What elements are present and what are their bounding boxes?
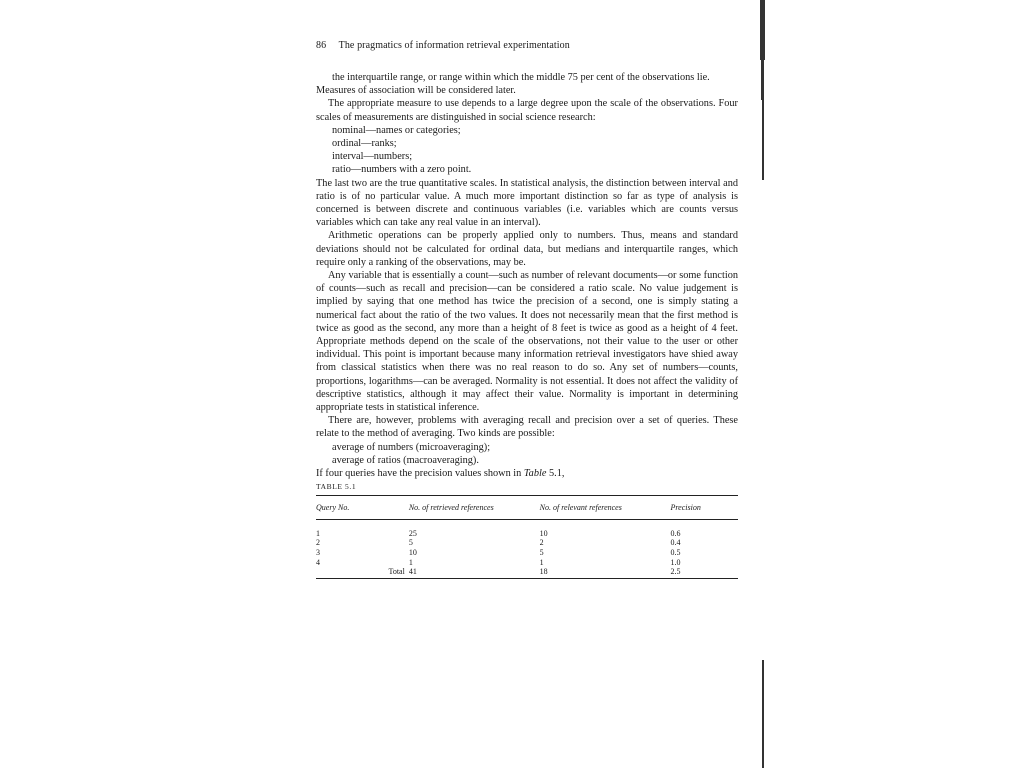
table-total-row [316, 567, 738, 578]
cell-relevant: 5 [539, 548, 544, 558]
paragraph-interquartile: the interquartile range, or range within which the middle 75 per cent of the observations lie. [332, 72, 710, 83]
cell-retrieved: 25 [408, 528, 417, 538]
column-header-relevant: No. of relevant references [540, 496, 671, 520]
paragraph-ratio-scale: Any variable that is essentially a count—such as number of relevant documents—or some function of counts—such as recall and precision—can be considered a ratio scale. No value judgement is implied by saying that one method has twice the precision of a second, one is simply stating a numerical fact about the ratio of the two values. It does not necessarily mean that the first method is twice as good as the second, any more than a height of 8 feet is twice as good as a height of 4 feet. Appropriate methods depend on the scale of the observations, not their value to the user or other individual. This point is important because many information retrieval investigators have shied away from classical statistics when there was no real reason to do so. Any set of numbers—counts, proportions, logarithms—can be averaged. Normality is not essential. It does not affect the validity of descriptive statistics, although it may affect their value. Normality is important in determining appropriate tests in statistical inference. [316, 270, 738, 414]
total-retrieved: 41 [409, 567, 540, 578]
cell-precision: 0.5 [670, 548, 681, 558]
list-item: ratio—numbers with a zero point. [332, 164, 472, 176]
table-reference: Table [523, 468, 547, 480]
page-number: 86 [316, 40, 327, 51]
cell-precision: 0.4 [670, 538, 681, 548]
total-precision: 2.5 [670, 567, 738, 578]
list-item: average of ratios (macroaveraging). [332, 454, 479, 466]
column-header-precision: Precision [670, 496, 738, 520]
paragraph-quantitative: The last two are the true quantitative scales. In statistical analysis, the distinction between interval and ratio is of no particular value. A much more important distinction so far as type of analysis is concerned is between discrete and continuous variables (i.e. variables which are counts versus variables which can take any real value in an interval). [316, 177, 738, 229]
cell-query: 1 [316, 528, 320, 538]
table-header-row [316, 496, 738, 520]
total-label: Total [316, 567, 409, 578]
cell-precision: 1.0 [670, 557, 681, 567]
running-header [316, 40, 738, 51]
table-row [316, 538, 738, 548]
total-relevant: 18 [540, 567, 671, 578]
paragraph-averaging-problems: There are, however, problems with averaging recall and precision over a set of queries. These relate to the method of averaging. Two kinds are possible: [316, 415, 738, 440]
list-item: interval—numbers; [332, 151, 413, 163]
precision-table [316, 495, 738, 579]
running-title: The pragmatics of information retrieval experimentation [338, 40, 570, 51]
paragraph-association: Measures of association will be considered later. [316, 85, 516, 97]
paragraph-four-queries: If four queries have the precision values shown in Table 5.1, [316, 468, 565, 480]
cell-query: 3 [316, 548, 320, 558]
body-text [316, 71, 738, 480]
table-row [316, 558, 738, 568]
table-row [316, 519, 738, 538]
scales-list [316, 124, 738, 177]
cell-relevant: 10 [539, 528, 548, 538]
averaging-list [316, 441, 738, 467]
cell-relevant: 2 [539, 538, 544, 548]
table-row [316, 548, 738, 558]
book-page [316, 40, 738, 579]
cell-retrieved: 1 [408, 557, 413, 567]
table-caption: TABLE 5.1 [316, 482, 357, 492]
column-header-query: Query No. [316, 496, 409, 520]
cell-precision: 0.6 [670, 528, 681, 538]
cell-retrieved: 5 [408, 538, 413, 548]
cell-relevant: 1 [539, 557, 544, 567]
scan-edge-mark [760, 0, 766, 768]
list-item: ordinal—ranks; [332, 138, 397, 150]
cell-query: 4 [316, 557, 320, 567]
paragraph-scales-intro: The appropriate measure to use depends to a large degree upon the scale of the observations. Four scales of measurements are distinguished in social science research: [316, 98, 738, 123]
cell-retrieved: 10 [408, 548, 417, 558]
cell-query: 2 [316, 538, 320, 548]
paragraph-arithmetic: Arithmetic operations can be properly applied only to numbers. Thus, means and standard deviations should not be calculated for ordinal data, but medians and interquartile ranges, which require only a ranking of the observations, may be. [316, 230, 738, 268]
list-item: nominal—names or categories; [332, 124, 461, 136]
list-item: average of numbers (microaveraging); [332, 441, 491, 453]
column-header-retrieved: No. of retrieved references [409, 496, 540, 520]
